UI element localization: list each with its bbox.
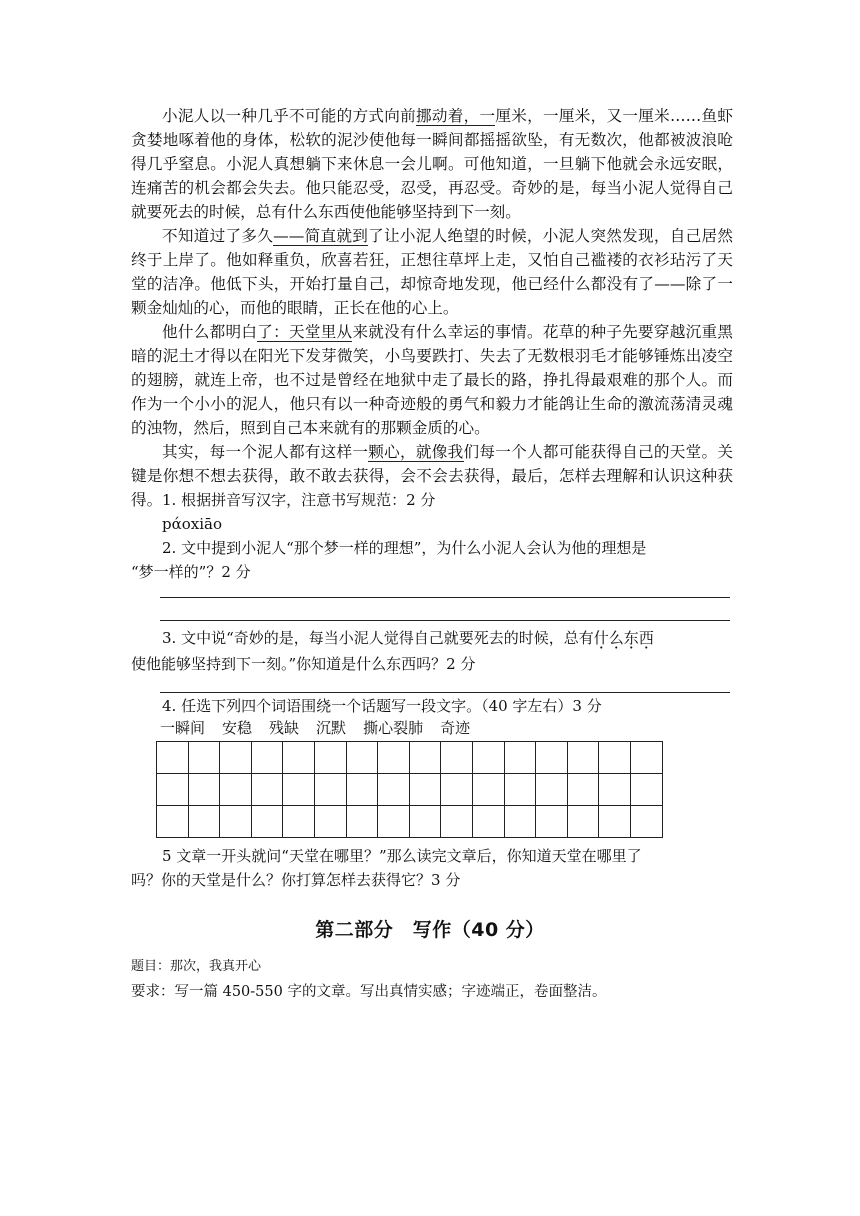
grid-row <box>157 742 663 774</box>
question-1: 1. 根据拼音写汉字，注意书写规范：2 分 <box>162 491 436 509</box>
word-item: 一瞬间 <box>160 719 206 737</box>
word-item: 撕心裂肺 <box>363 719 424 737</box>
passage-text: 们每一个人都可能获得自己的天堂。关键是你想不想去获得，敢不敢去获得，会不会去获得，最后，怎样去理解和认识这种获得。 <box>131 443 733 509</box>
section-title: 第二部分 写作（40 分） <box>315 919 545 941</box>
underlined-text: 挪动着，一 <box>416 107 496 125</box>
answer-line[interactable] <box>160 597 730 598</box>
passage-text: 其实，每一个泥人都有这样一 <box>162 443 369 461</box>
question-3-line-1: 3. 文中说“奇妙的是，每当小泥人觉得自己就要死去的时候，总有什么东西 <box>162 629 654 647</box>
passage-text: 小泥人以一种几乎不可能的方式向前 <box>162 107 417 125</box>
word-item: 残缺 <box>269 719 300 737</box>
question-5-line-1: 5 文章一开头就问“天堂在哪里？”那么读完文章后，你知道天堂在哪里了 <box>162 847 642 865</box>
question-3-line-2: 使他能够坚持到下一刻。”你知道是什么东西吗？2 分 <box>131 655 476 673</box>
emphasis-char: 东 <box>623 629 639 647</box>
essay-topic: 题目：那次，我真开心 <box>131 959 262 974</box>
underlined-text: ——简直就到 <box>273 227 369 245</box>
grid-row <box>157 806 663 838</box>
answer-line[interactable] <box>160 692 730 693</box>
word-item: 安稳 <box>222 719 253 737</box>
question-2-line-1: 2. 文中提到小泥人“那个梦一样的理想”，为什么小泥人会认为他的理想是 <box>162 539 647 557</box>
question-2-line-2: “梦一样的”？2 分 <box>131 563 251 581</box>
word-list <box>160 717 487 739</box>
passage-paragraph-1 <box>131 104 733 224</box>
essay-requirement: 要求：写一篇 450-550 字的文章。写出真情实感；字迹端正，卷面整洁。 <box>131 984 607 1000</box>
emphasis-char: 什 <box>593 629 609 647</box>
underlined-text: 颗心，就像我 <box>368 443 464 461</box>
emphasis-char: 西 <box>638 629 654 647</box>
pinyin-prompt: pάoxiāo <box>162 515 222 533</box>
passage-text: 他什么都明白 <box>162 323 258 341</box>
passage-text: 厘米，一厘米，又一厘米……鱼虾贪婪地啄着他的身体，松软的泥沙使他每一瞬间都摇摇欲坠，有无数次，他都被波浪呛得几乎窒息。小泥人真想躺下来休息一会儿啊。可他知道，一旦躺下他就会永远安眠，连痛苦的机会都会失去。他只能忍受，忍受，再忍受。奇妙的是，每当小泥人觉得自己就要死去的时候，总有什么东西使他能够坚持到下一刻。 <box>131 107 733 221</box>
underlined-text: 了：天堂里从 <box>257 323 353 341</box>
passage-paragraph-2 <box>131 224 733 320</box>
answer-line[interactable] <box>160 620 730 621</box>
question-5-line-2: 吗？你的天堂是什么？你打算怎样去获得它？3 分 <box>131 871 461 889</box>
word-item: 奇迹 <box>440 719 471 737</box>
emphasis-char: 么 <box>608 629 624 647</box>
passage-text: 不知道过了多久 <box>162 227 274 245</box>
passage-text: 来就没有什么幸运的事情。花草的种子先要穿越沉重黑暗的泥土才得以在阳光下发芽微笑，小鸟要跌打、失去了无数根羽毛才能够锤炼出凌空的翅膀，就连上帝，也不过是曾经在地狱中走了最长的路，挣扎得最艰难的那个人。而作为一个小小的泥人，他只有以一种奇迹般的勇气和毅力才能鸽让生命的激流荡清灵魂的浊物，然后，照到自己本来就有的那颗金质的心。 <box>131 323 733 437</box>
passage-paragraph-3 <box>131 320 733 440</box>
passage-text: 了让小泥人绝望的时候，小泥人突然发现，自己居然终于上岸了。他如释重负，欣喜若狂，正想往草坪上走，又怕自己褴褛的衣衫玷污了天堂的洁净。他低下头，开始打量自己，却惊奇地发现，他已经什么都没有了——除了一颗金灿灿的心，而他的眼睛，正长在他的心上。 <box>131 227 733 317</box>
question-4: 4. 任选下列四个词语围绕一个话题写一段文字。（40 字左右）3 分 <box>162 697 602 715</box>
writing-grid[interactable] <box>156 741 663 838</box>
word-item: 沉默 <box>316 719 347 737</box>
grid-row <box>157 774 663 806</box>
